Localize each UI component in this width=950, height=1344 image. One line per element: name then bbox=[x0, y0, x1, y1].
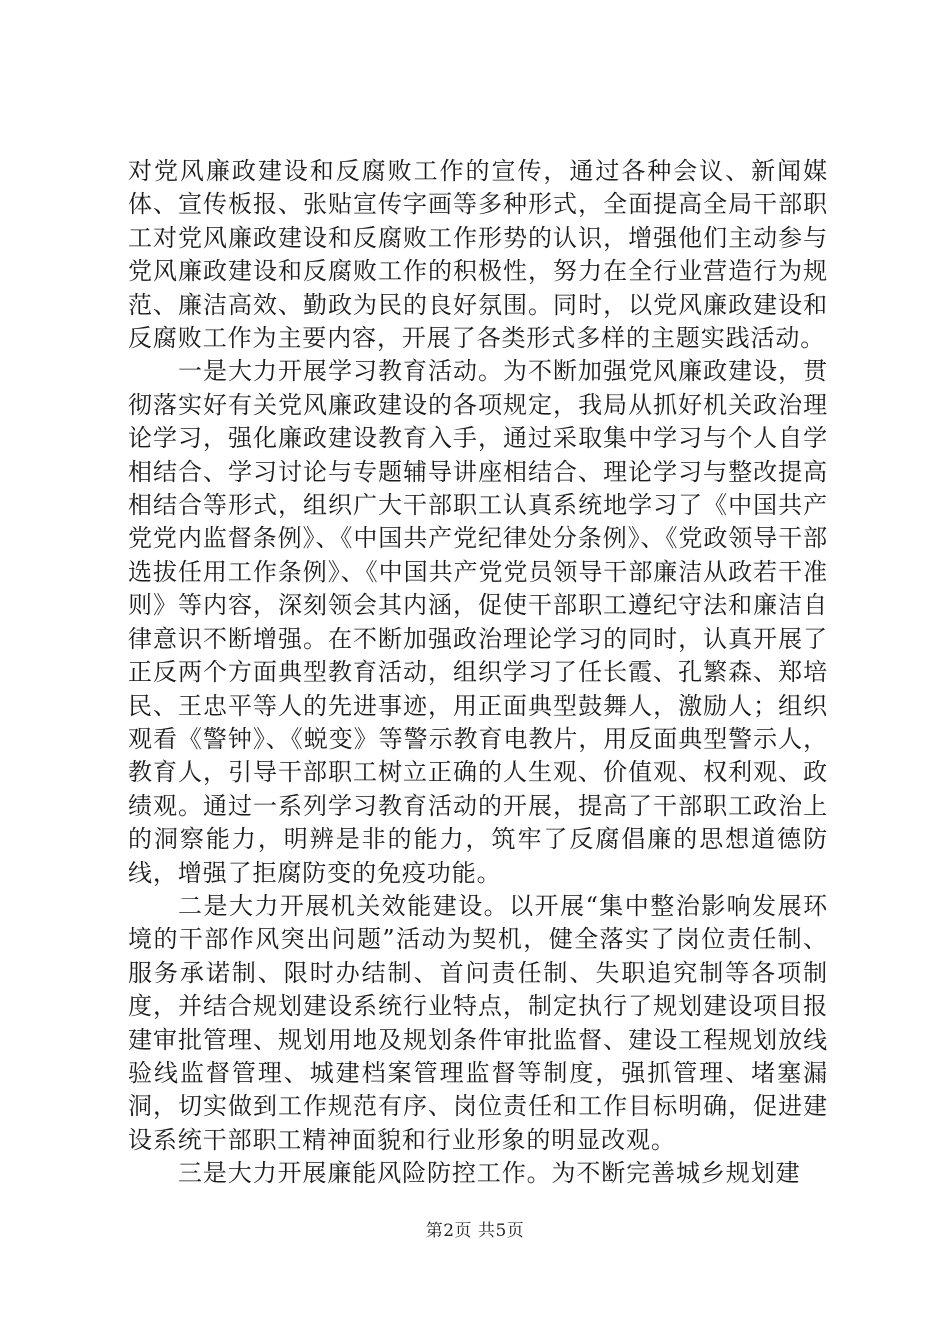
paragraph-efficiency-building: 二是大力开展机关效能建设。以开展“集中整治影响发展环境的干部作风突出问题”活动为契机，健全落实了岗位责任制、服务承诺制、限时办结制、首问责任制、失职追究制等各项制度，并结合规划建设系统行业特点，制定执行了规划建设项目报建审批管理、规划用地及规划条件审批监督、建设工程规划放线验线监督管理、城建档案管理监督等制度，强抓管理、堵塞漏洞，切实做到工作规范有序、岗位责任和工作目标明确，促进建设系统干部职工精神面貌和行业形象的明显改观。 bbox=[128, 891, 828, 1154]
document-body bbox=[128, 155, 828, 1191]
paragraph-intro: 对党风廉政建设和反腐败工作的宣传，通过各种会议、新闻媒体、宣传板报、张贴宣传字画等多种形式，全面提高全局干部职工对党风廉政建设和反腐败工作形势的认识，增强他们主动参与党风廉政建设和反腐败工作的积极性，努力在全行业营造行为规范、廉洁高效、勤政为民的良好氛围。同时，以党风廉政建设和反腐败工作为主要内容，开展了各类形式多样的主题实践活动。 bbox=[128, 157, 828, 353]
paragraph-risk-control: 三是大力开展廉能风险防控工作。为不断完善城乡规划建 bbox=[178, 1159, 801, 1188]
paragraph-study-education: 一是大力开展学习教育活动。为不断加强党风廉政建设，贯彻落实好有关党风廉政建设的各项规定，我局从抓好机关政治理论学习，强化廉政建设教育入手，通过采取集中学习与个人自学相结合、学习讨论与专题辅导讲座相结合、理论学习与整改提高相结合等形式，组织广大干部职工认真系统地学习了《中国共产党党内监督条例》、《中国共产党纪律处分条例》、《党政领导干部选拔任用工作条例》、《中国共产党党员领导干部廉洁从政若干准则》等内容，深刻领会其内涵，促使干部职工遵纪守法和廉洁自律意识不断增强。在不断加强政治理论学习的同时，认真开展了正反两个方面典型教育活动，组织学习了任长霞、孔繁森、郑培民、王忠平等人的先进事迹，用正面典型鼓舞人，激励人；组织观看《警钟》、《蜕变》等警示教育电教片，用反面典型警示人，教育人，引导干部职工树立正确的人生观、价值观、权利观、政绩观。通过一系列学习教育活动的开展，提高了干部职工政治上的洞察能力，明辨是非的能力，筑牢了反腐倡廉的思想道德防线，增强了拒腐防变的免疫功能。 bbox=[128, 357, 828, 887]
page-number-footer: 第2页 共5页 bbox=[425, 1221, 525, 1241]
